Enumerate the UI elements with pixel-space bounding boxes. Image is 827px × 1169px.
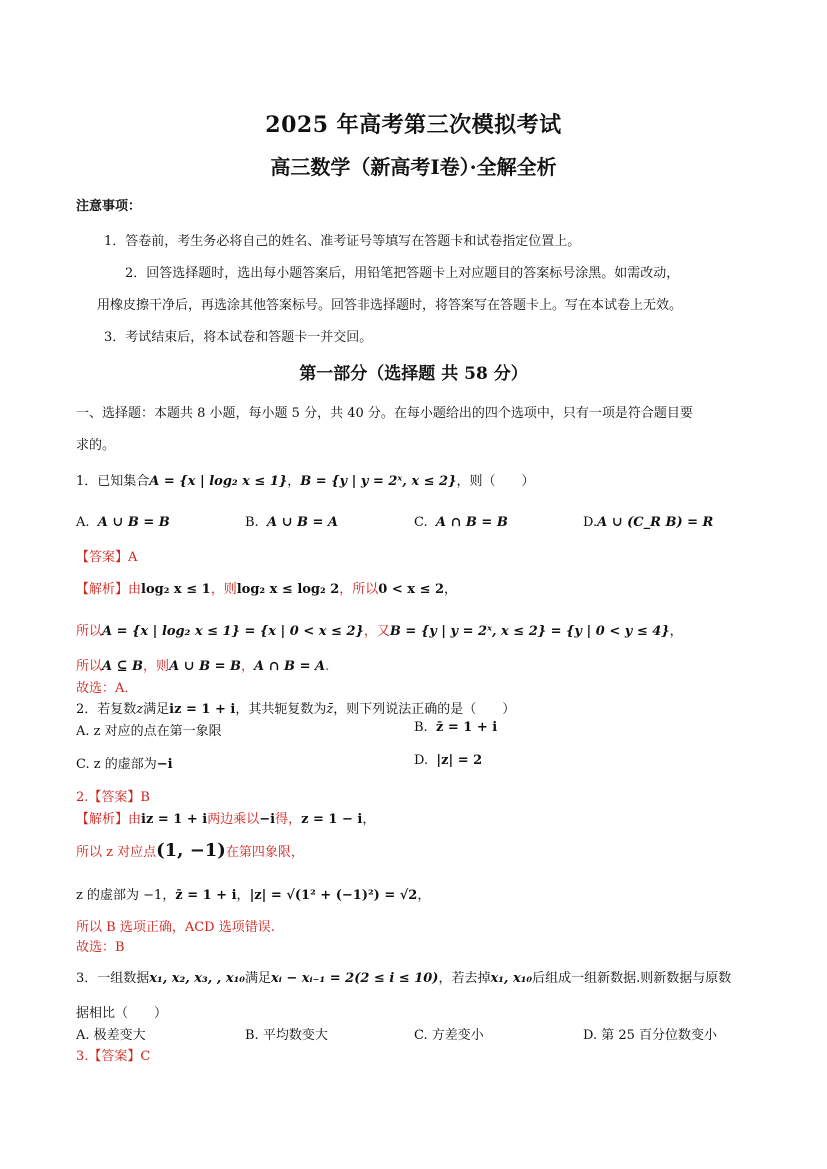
q2-option-d	[414, 753, 482, 768]
q3-answer: 3.【答案】C	[76, 1049, 151, 1064]
q1-a6: ，	[444, 582, 458, 597]
q1-c1: 所以	[76, 659, 103, 674]
q1-analysis-line-3	[76, 655, 329, 674]
q3-stem-cond: xᵢ − xᵢ₋₁ = 2(2 ≤ i ≤ 10)	[270, 971, 439, 986]
q2-answer: 2.【答案】B	[76, 790, 150, 805]
q1-option-d-text: A ∪ (C_R B) = R	[597, 515, 714, 530]
q2-b2: (1, −1)	[156, 840, 226, 861]
part1-intro-b: 求的。	[76, 438, 116, 453]
q1-a2: ，则	[210, 582, 237, 597]
notice-heading: 注意事项：	[76, 199, 142, 214]
q1-set-a: A = {x | log₂ x ≤ 1}	[149, 474, 288, 489]
q1-a1: log₂ x ≤ 1	[141, 582, 211, 597]
q2-analysis-line-4: 所以 B 选项正确，ACD 选项错误.	[76, 920, 275, 935]
q2-a3: −i	[259, 812, 276, 827]
q2-stem-c: ，其共轭复数为	[235, 702, 327, 717]
q1-answer: 【答案】A	[76, 550, 138, 565]
q2-a6: ，	[362, 812, 376, 827]
notice-item-2b: 用橡皮擦干净后，再选涂其他答案标号。回答非选择题时，将答案写在答题卡上。写在本试卷上无效。	[97, 298, 683, 313]
q1-a5: 0 < x ≤ 2	[378, 582, 445, 597]
q1-a4: ，所以	[339, 582, 379, 597]
q2-option-c-text: −i	[156, 757, 173, 772]
q1-c4: A ∪ B = B	[169, 659, 242, 674]
notice-item-3: 3．考试结束后，将本试卷和答题卡一并交回。	[104, 330, 373, 345]
q3-stem-line-1	[76, 967, 731, 986]
q2-option-c-label: C. z 的虚部为	[76, 757, 157, 772]
q1-option-c-label: C.	[414, 515, 428, 530]
part1-intro-a: 一、选择题：本题共 8 小题，每小题 5 分，共 40 分。在每小题给出的四个选项中，只有一项是符合题目要	[76, 406, 693, 421]
q1-option-d	[583, 515, 713, 530]
q2-stem-zbar: z̄	[326, 702, 334, 717]
q3-stem-line-2: 据相比（ ）	[76, 1006, 168, 1021]
q2-c4: |z| = √(1² + (−1)²) = √2	[249, 888, 418, 903]
q1-option-a	[76, 515, 170, 530]
q1-c5: ，	[241, 659, 255, 674]
q1-option-b	[245, 515, 338, 530]
q1-analysis-line-1	[76, 578, 457, 597]
q3-stem-remove: x₁, x₁₀	[490, 971, 533, 986]
q3-option-a: A. 极差变大	[76, 1028, 146, 1043]
q2-stem-eq: iz = 1 + i	[169, 702, 236, 717]
q1-b4: B = {y | y = 2ˣ, x ≤ 2} = {y | 0 < y ≤ 4}	[389, 624, 670, 639]
q1-option-c	[414, 515, 508, 530]
q2-c1: z 的虚部为 −1，	[76, 888, 176, 903]
q2-option-a: A. z 对应的点在第一象限	[76, 724, 222, 739]
q3-option-b: B. 平均数变大	[245, 1028, 328, 1043]
q2-stem-a: 2．若复数	[76, 702, 137, 717]
q2-analysis-line-2	[76, 840, 304, 861]
q1-option-a-label: A.	[76, 515, 90, 530]
q1-c2: A ⊆ B	[102, 659, 144, 674]
q2-stem	[76, 698, 515, 717]
q2-c3: ，	[236, 888, 250, 903]
notice-item-1: 1．答卷前，考生务必将自己的姓名、准考证号等填写在答题卡和试卷指定位置上。	[104, 234, 581, 249]
q2-a1: iz = 1 + i	[141, 812, 208, 827]
q1-c7: .	[325, 659, 330, 674]
q2-option-d-text: |z| = 2	[436, 753, 483, 768]
q3-option-c: C. 方差变小	[414, 1028, 484, 1043]
q1-b3: ，又	[363, 624, 390, 639]
q2-c2: z̄ = 1 + i	[175, 888, 237, 903]
q1-b1: 所以	[76, 624, 103, 639]
q2-analysis-line-1	[76, 808, 375, 827]
q2-a4: 得，	[275, 812, 302, 827]
q1-option-d-label: D.	[583, 515, 598, 530]
q3-stem-d: 后组成一组新数据.则新数据与原数	[532, 971, 732, 986]
q1-a3: log₂ x ≤ log₂ 2	[236, 582, 340, 597]
q3-stem-c: ，若去掉	[438, 971, 491, 986]
q2-option-d-label: D.	[414, 753, 429, 768]
notice-item-2a: 2．回答选择题时，选出每小题答案后，用铅笔把答题卡上对应题目的答案标号涂黑。如需改动，	[125, 266, 680, 281]
q1-analysis-line-2	[76, 620, 683, 639]
q1-b5: ，	[669, 624, 683, 639]
q1-c3: ，则	[143, 659, 170, 674]
q1-option-a-text: A ∪ B = B	[97, 515, 170, 530]
q2-option-b-label: B.	[414, 720, 428, 735]
q2-analysis-label: 【解析】由	[76, 812, 142, 827]
q1-b2: A = {x | log₂ x ≤ 1} = {x | 0 < x ≤ 2}	[102, 624, 364, 639]
q2-stem-b: 满足	[143, 702, 170, 717]
q3-stem-a: 3．一组数据	[76, 971, 150, 986]
q2-option-b-text: z̄ = 1 + i	[435, 720, 498, 735]
q2-analysis-line-3	[76, 884, 430, 903]
q1-c6: A ∩ B = A	[254, 659, 326, 674]
q1-option-b-text: A ∪ B = A	[266, 515, 339, 530]
q2-option-b	[414, 720, 497, 735]
q1-option-b-label: B.	[245, 515, 259, 530]
q2-b3: 在第四象限，	[225, 845, 304, 860]
q3-option-d: D. 第 25 百分位数变小	[583, 1028, 718, 1043]
q3-stem-b: 满足	[244, 971, 271, 986]
q2-select: 故选：B	[76, 940, 125, 955]
q2-option-c	[76, 753, 173, 772]
q3-stem-data: x₁, x₂, x₃, , x₁₀	[149, 971, 245, 986]
page-subtitle: 高三数学（新高考Ⅰ卷）·全解全析	[270, 155, 557, 179]
q2-b1: 所以 z 对应点	[76, 845, 157, 860]
q2-c5: ，	[417, 888, 431, 903]
q2-stem-z: z	[136, 702, 144, 717]
q1-stem: 1．已知集合A = {x | log₂ x ≤ 1}，B = {y | y = 2ˣ, x ≤ 2}，则（ ）	[76, 474, 535, 489]
q2-a5: z = 1 − i	[301, 812, 363, 827]
q1-stem-prefix: 1．已知集合	[76, 474, 150, 489]
q1-analysis-label: 【解析】由	[76, 582, 142, 597]
part1-title: 第一部分（选择题 共 58 分）	[299, 364, 528, 384]
q2-stem-d: ，则下列说法正确的是（ ）	[333, 702, 516, 717]
q2-a2: 两边乘以	[207, 812, 260, 827]
q1-option-c-text: A ∩ B = B	[435, 515, 508, 530]
q1-stem-suffix: ，则（ ）	[456, 474, 535, 489]
page-title: 2025 年高考第三次模拟考试	[265, 112, 562, 138]
q1-select: 故选：A．	[76, 681, 138, 696]
q1-set-b: B = {y | y = 2ˣ, x ≤ 2}	[300, 474, 457, 489]
